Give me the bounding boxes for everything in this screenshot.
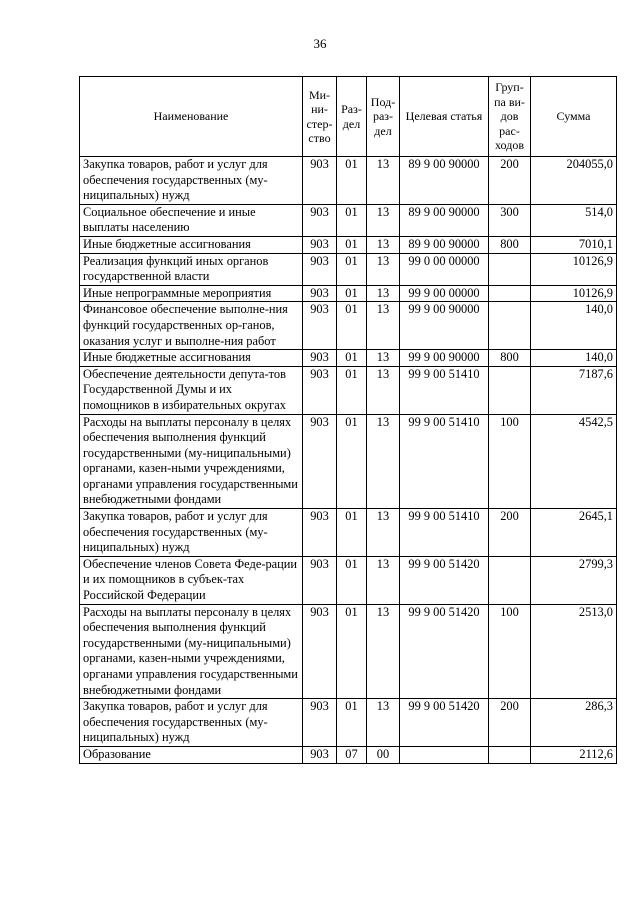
cell-target: 99 9 00 90000 (400, 350, 489, 367)
cell-subsection: 13 (367, 556, 400, 604)
table-row (80, 285, 617, 302)
table-row (80, 302, 617, 350)
cell-expense-group: 200 (489, 157, 531, 205)
cell-name: Иные бюджетные ассигнования (80, 236, 303, 253)
cell-ministry: 903 (303, 157, 337, 205)
cell-ministry: 903 (303, 236, 337, 253)
table-row (80, 699, 617, 747)
cell-expense-group (489, 556, 531, 604)
cell-target: 99 9 00 51420 (400, 556, 489, 604)
cell-subsection: 13 (367, 204, 400, 236)
cell-sum: 2112,6 (531, 746, 617, 763)
cell-subsection: 13 (367, 604, 400, 699)
cell-ministry: 903 (303, 699, 337, 747)
cell-ministry: 903 (303, 746, 337, 763)
table-row (80, 556, 617, 604)
cell-ministry: 903 (303, 302, 337, 350)
cell-section: 01 (337, 236, 367, 253)
table-row (80, 414, 617, 509)
cell-ministry: 903 (303, 556, 337, 604)
header-section: Раз-дел (337, 77, 367, 157)
cell-subsection: 13 (367, 236, 400, 253)
cell-ministry: 903 (303, 509, 337, 557)
cell-expense-group: 100 (489, 604, 531, 699)
cell-sum: 7010,1 (531, 236, 617, 253)
cell-target: 99 9 00 00000 (400, 285, 489, 302)
cell-subsection: 13 (367, 350, 400, 367)
cell-section: 01 (337, 414, 367, 509)
cell-name: Расходы на выплаты персоналу в целях обеспечения выполнения функций государственными (му-ниципальными) органами, казен-ными учреждениями, органами управления государственными внебюджетными фондами (80, 604, 303, 699)
cell-subsection: 13 (367, 366, 400, 414)
cell-section: 01 (337, 366, 367, 414)
cell-sum: 286,3 (531, 699, 617, 747)
cell-name: Закупка товаров, работ и услуг для обеспечения государственных (му-ниципальных) нужд (80, 509, 303, 557)
cell-expense-group (489, 302, 531, 350)
cell-section: 01 (337, 302, 367, 350)
table-row (80, 509, 617, 557)
cell-target (400, 746, 489, 763)
table-row (80, 746, 617, 763)
cell-name: Реализация функций иных органов государственной власти (80, 253, 303, 285)
cell-name: Иные непрограммные мероприятия (80, 285, 303, 302)
cell-sum: 140,0 (531, 350, 617, 367)
header-target: Целевая статья (400, 77, 489, 157)
page-number: 36 (313, 36, 327, 51)
header-sum: Сумма (531, 77, 617, 157)
cell-section: 01 (337, 350, 367, 367)
cell-target: 99 9 00 51420 (400, 699, 489, 747)
cell-ministry: 903 (303, 285, 337, 302)
cell-expense-group: 800 (489, 236, 531, 253)
cell-ministry: 903 (303, 414, 337, 509)
cell-name: Закупка товаров, работ и услуг для обеспечения государственных (му-ниципальных) нужд (80, 157, 303, 205)
cell-name: Закупка товаров, работ и услуг для обеспечения государственных (му-ниципальных) нужд (80, 699, 303, 747)
cell-expense-group: 100 (489, 414, 531, 509)
header-expense-group: Груп-па ви-дов рас-ходов (489, 77, 531, 157)
cell-expense-group (489, 746, 531, 763)
cell-sum: 10126,9 (531, 253, 617, 285)
cell-target: 89 9 00 90000 (400, 236, 489, 253)
table-row (80, 604, 617, 699)
cell-sum: 7187,6 (531, 366, 617, 414)
cell-target: 99 0 00 00000 (400, 253, 489, 285)
cell-target: 99 9 00 51410 (400, 414, 489, 509)
cell-sum: 2799,3 (531, 556, 617, 604)
cell-expense-group (489, 366, 531, 414)
cell-target: 99 9 00 51420 (400, 604, 489, 699)
cell-subsection: 13 (367, 157, 400, 205)
table-row (80, 253, 617, 285)
cell-name: Расходы на выплаты персоналу в целях обеспечения выполнения функций государственными (му-ниципальными) органами, казен-ными учреждениями, органами управления государственными внебюджетными фондами (80, 414, 303, 509)
cell-name: Образование (80, 746, 303, 763)
cell-section: 01 (337, 253, 367, 285)
header-ministry: Ми-ни-стер-ство (303, 77, 337, 157)
cell-section: 01 (337, 204, 367, 236)
table-header-row (80, 77, 617, 157)
cell-expense-group: 200 (489, 699, 531, 747)
cell-name: Финансовое обеспечение выполне-ния функций государственных ор-ганов, оказания услуг и выполне-ния работ (80, 302, 303, 350)
cell-sum: 2513,0 (531, 604, 617, 699)
cell-subsection: 13 (367, 414, 400, 509)
cell-ministry: 903 (303, 253, 337, 285)
cell-name: Социальное обеспечение и иные выплаты населению (80, 204, 303, 236)
header-subsection: Под-раз-дел (367, 77, 400, 157)
cell-target: 99 9 00 90000 (400, 302, 489, 350)
cell-sum: 140,0 (531, 302, 617, 350)
cell-section: 01 (337, 509, 367, 557)
cell-target: 89 9 00 90000 (400, 157, 489, 205)
cell-subsection: 13 (367, 285, 400, 302)
cell-sum: 204055,0 (531, 157, 617, 205)
table-row (80, 350, 617, 367)
table-row (80, 157, 617, 205)
cell-sum: 2645,1 (531, 509, 617, 557)
cell-ministry: 903 (303, 604, 337, 699)
cell-expense-group: 800 (489, 350, 531, 367)
cell-subsection: 13 (367, 509, 400, 557)
table-body (80, 157, 617, 764)
cell-expense-group: 200 (489, 509, 531, 557)
cell-name: Обеспечение членов Совета Феде-рации и их помощников в субъек-тах Российской Федерации (80, 556, 303, 604)
cell-target: 99 9 00 51410 (400, 509, 489, 557)
header-name: Наименование (80, 77, 303, 157)
cell-expense-group: 300 (489, 204, 531, 236)
table-row (80, 204, 617, 236)
cell-expense-group (489, 285, 531, 302)
cell-target: 89 9 00 90000 (400, 204, 489, 236)
cell-name: Обеспечение деятельности депута-тов Государственной Думы и их помощников в избирательных округах (80, 366, 303, 414)
cell-section: 07 (337, 746, 367, 763)
cell-subsection: 13 (367, 699, 400, 747)
cell-subsection: 00 (367, 746, 400, 763)
budget-table (79, 76, 617, 764)
cell-section: 01 (337, 157, 367, 205)
cell-subsection: 13 (367, 253, 400, 285)
cell-ministry: 903 (303, 350, 337, 367)
cell-target: 99 9 00 51410 (400, 366, 489, 414)
cell-sum: 514,0 (531, 204, 617, 236)
cell-sum: 4542,5 (531, 414, 617, 509)
cell-expense-group (489, 253, 531, 285)
cell-ministry: 903 (303, 366, 337, 414)
cell-section: 01 (337, 556, 367, 604)
cell-ministry: 903 (303, 204, 337, 236)
cell-name: Иные бюджетные ассигнования (80, 350, 303, 367)
cell-sum: 10126,9 (531, 285, 617, 302)
cell-section: 01 (337, 699, 367, 747)
cell-section: 01 (337, 604, 367, 699)
cell-subsection: 13 (367, 302, 400, 350)
table-row (80, 366, 617, 414)
cell-section: 01 (337, 285, 367, 302)
table-row (80, 236, 617, 253)
